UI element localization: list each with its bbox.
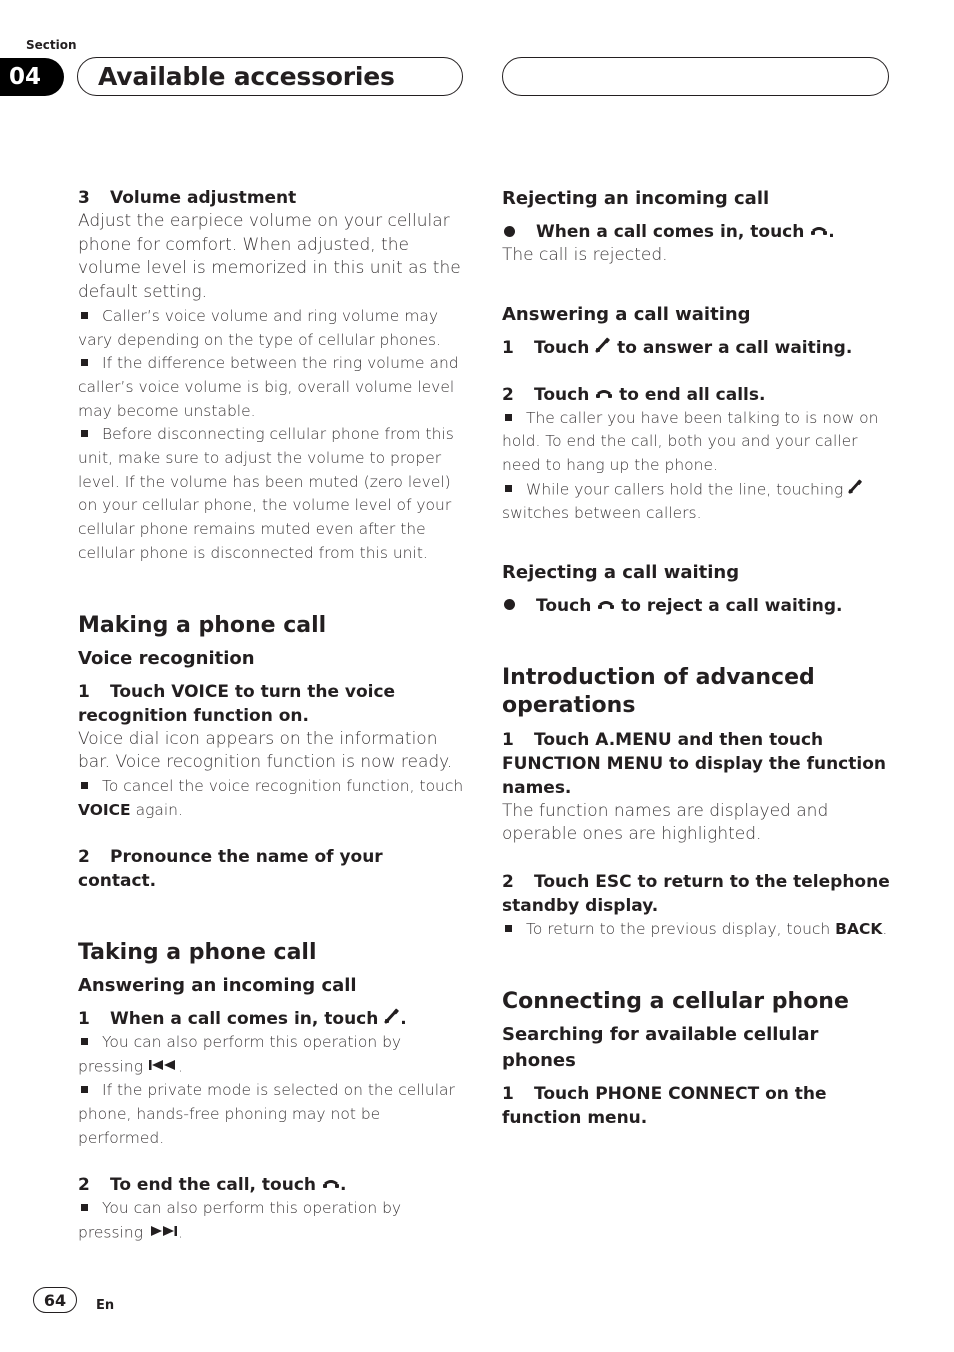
answer-note-2 [78, 1079, 466, 1150]
step-text-end: to end all calls. [619, 384, 766, 405]
voice-note [78, 775, 466, 822]
step-number: 1 [78, 1009, 90, 1030]
voice-body: Voice dial icon appears on the information bar. Voice recognition function is now ready. [78, 728, 453, 773]
step-number: 2 [78, 847, 90, 868]
intro-body: The function names are displayed and operable ones are highlighted. [502, 800, 829, 845]
call-waiting-heading: Answering a call waiting [502, 303, 751, 325]
connecting-heading: Connecting a cellular phone [502, 988, 849, 1014]
volume-note-2 [78, 352, 466, 423]
taking-call-heading: Taking a phone call [78, 940, 317, 966]
note-bullet [81, 1086, 88, 1093]
waiting-note-2 [502, 478, 890, 526]
step-text: Touch ESC to return to the telephone standby display. [502, 871, 890, 916]
step-text: Pronounce the name of your contact. [78, 847, 383, 892]
answer-note-3: You can also perform this operation by pressing . [78, 1197, 466, 1245]
left-column [78, 186, 466, 1245]
reject-step: When a call comes in, touch . [502, 220, 890, 244]
right-column [502, 186, 890, 1130]
title-box-empty [502, 57, 889, 96]
note-text: You can also perform this operation by pressing [78, 1033, 402, 1076]
step-number: 2 [78, 1175, 90, 1196]
note-text: If the difference between the ring volume and caller’s voice volume is big, overall volume level may become unstable. [78, 354, 459, 420]
step-text: Touch [534, 337, 590, 358]
section-label: Section [26, 38, 77, 52]
step-number: 1 [502, 1083, 514, 1104]
note-text: The caller you have been talking to is now on hold. To end the call, both you and your caller need to hang up the phone. [502, 408, 879, 475]
note-text: To return to the previous display, touch [526, 919, 836, 938]
reject-waiting-heading: Rejecting a call waiting [502, 561, 740, 583]
volume-note-3 [78, 423, 466, 565]
step-number: 1 [502, 729, 514, 750]
connect-step-1 [502, 1082, 890, 1130]
answering-heading: Answering an incoming call [78, 975, 357, 997]
phone-hangup-icon [322, 1173, 340, 1197]
note-bullet [81, 1038, 88, 1045]
rejecting-heading: Rejecting an incoming call [502, 188, 770, 209]
page-title [77, 57, 463, 96]
making-call-heading: Making a phone call [78, 612, 327, 638]
answer-note-1: You can also perform this operation by pressing . [78, 1031, 466, 1079]
note-text-end: again. [130, 800, 183, 819]
step-text: Touch [534, 384, 590, 405]
page-title-text: Available accessories [98, 62, 395, 91]
step-text: When a call comes in, touch [110, 1009, 379, 1030]
step-text: When a call comes in, touch [536, 222, 805, 242]
note-text-end: . [882, 919, 888, 938]
step-number: 2 [502, 384, 514, 405]
answer-step-2: 2 To end the call, touch . [78, 1175, 347, 1196]
bullet-dot [504, 599, 515, 610]
phone-hangup-icon [810, 220, 828, 244]
volume-note-1 [78, 305, 466, 352]
voice-keyword: VOICE [78, 800, 131, 819]
step-number: 1 [78, 681, 90, 702]
searching-heading: Searching for available cellular phones [502, 1023, 819, 1071]
step-text-end: to answer a call waiting. [617, 337, 853, 358]
reject-body: The call is rejected. [502, 245, 668, 265]
step-number: 2 [502, 871, 514, 892]
step-text: Touch VOICE to turn the voice recognition function on. [78, 681, 396, 726]
answer-step-1: 1 When a call comes in, touch . [78, 1009, 407, 1030]
waiting-step-1 [502, 336, 890, 360]
step-number: 3 [78, 188, 90, 208]
advanced-ops-heading: Introduction of advanced operations [502, 664, 815, 718]
step-text: Touch PHONE CONNECT on the function menu. [502, 1083, 827, 1128]
voice-step-1 [78, 680, 466, 728]
waiting-step-2 [502, 383, 890, 407]
phone-answer-icon [848, 478, 863, 502]
step-number: 1 [502, 337, 514, 358]
note-text: You can also perform this operation by pressing [78, 1199, 402, 1242]
waiting-note-1 [502, 407, 890, 478]
step-text-end: to reject a call waiting. [621, 595, 843, 616]
phone-answer-icon [384, 1007, 400, 1031]
page-number: 64 [33, 1287, 77, 1313]
note-text: Before disconnecting cellular phone from this unit, make sure to adjust the volume to proper level. If the volume has been muted (zero level) on your cellular phone, the volume level of your cellular phone remains muted even after the cellular phone is disconnected from this unit. [78, 425, 454, 562]
step-text: Touch A.MENU and then touch FUNCTION MENU to display the function names. [502, 729, 886, 798]
voice-step-2 [78, 845, 466, 893]
note-bullet [81, 430, 88, 437]
note-bullet [81, 1204, 88, 1211]
voice-recognition-heading: Voice recognition [78, 647, 255, 669]
language-label: En [96, 1298, 115, 1313]
reject-waiting-step [502, 594, 890, 618]
phone-hangup-icon [597, 594, 615, 618]
step-text: To end the call, touch [110, 1175, 317, 1196]
next-track-icon [148, 1221, 178, 1245]
note-bullet [505, 414, 512, 421]
volume-body: Adjust the earpiece volume on your cellular phone for comfort. When adjusted, the volume level is memorized in this unit as the default setting. [78, 211, 461, 303]
note-bullet [81, 359, 88, 366]
phone-answer-icon [595, 336, 611, 360]
note-text: If the private mode is selected on the cellular phone, hands-free phoning may not be performed. [78, 1081, 455, 1147]
note-text: To cancel the voice recognition function, touch [102, 776, 464, 795]
note-text: While your callers hold the line, touching [526, 480, 844, 499]
section-number: 04 [0, 58, 64, 96]
note-bullet [81, 782, 88, 789]
note-bullet [505, 485, 512, 492]
volume-step [78, 186, 466, 210]
note-bullet [81, 312, 88, 319]
back-keyword: BACK [835, 919, 883, 938]
note-text-end: switches between callers. [502, 503, 702, 522]
intro-step-1 [502, 728, 890, 800]
bullet-dot [504, 226, 515, 237]
step-text: Volume adjustment [110, 188, 297, 208]
intro-step-2 [502, 870, 890, 918]
note-text: Caller’s voice volume and ring volume may vary depending on the type of cellular phones. [78, 306, 442, 349]
previous-track-icon [148, 1055, 178, 1079]
phone-hangup-icon [595, 383, 613, 407]
intro-note [502, 918, 890, 942]
step-text: Touch [536, 595, 592, 616]
note-bullet [505, 925, 512, 932]
